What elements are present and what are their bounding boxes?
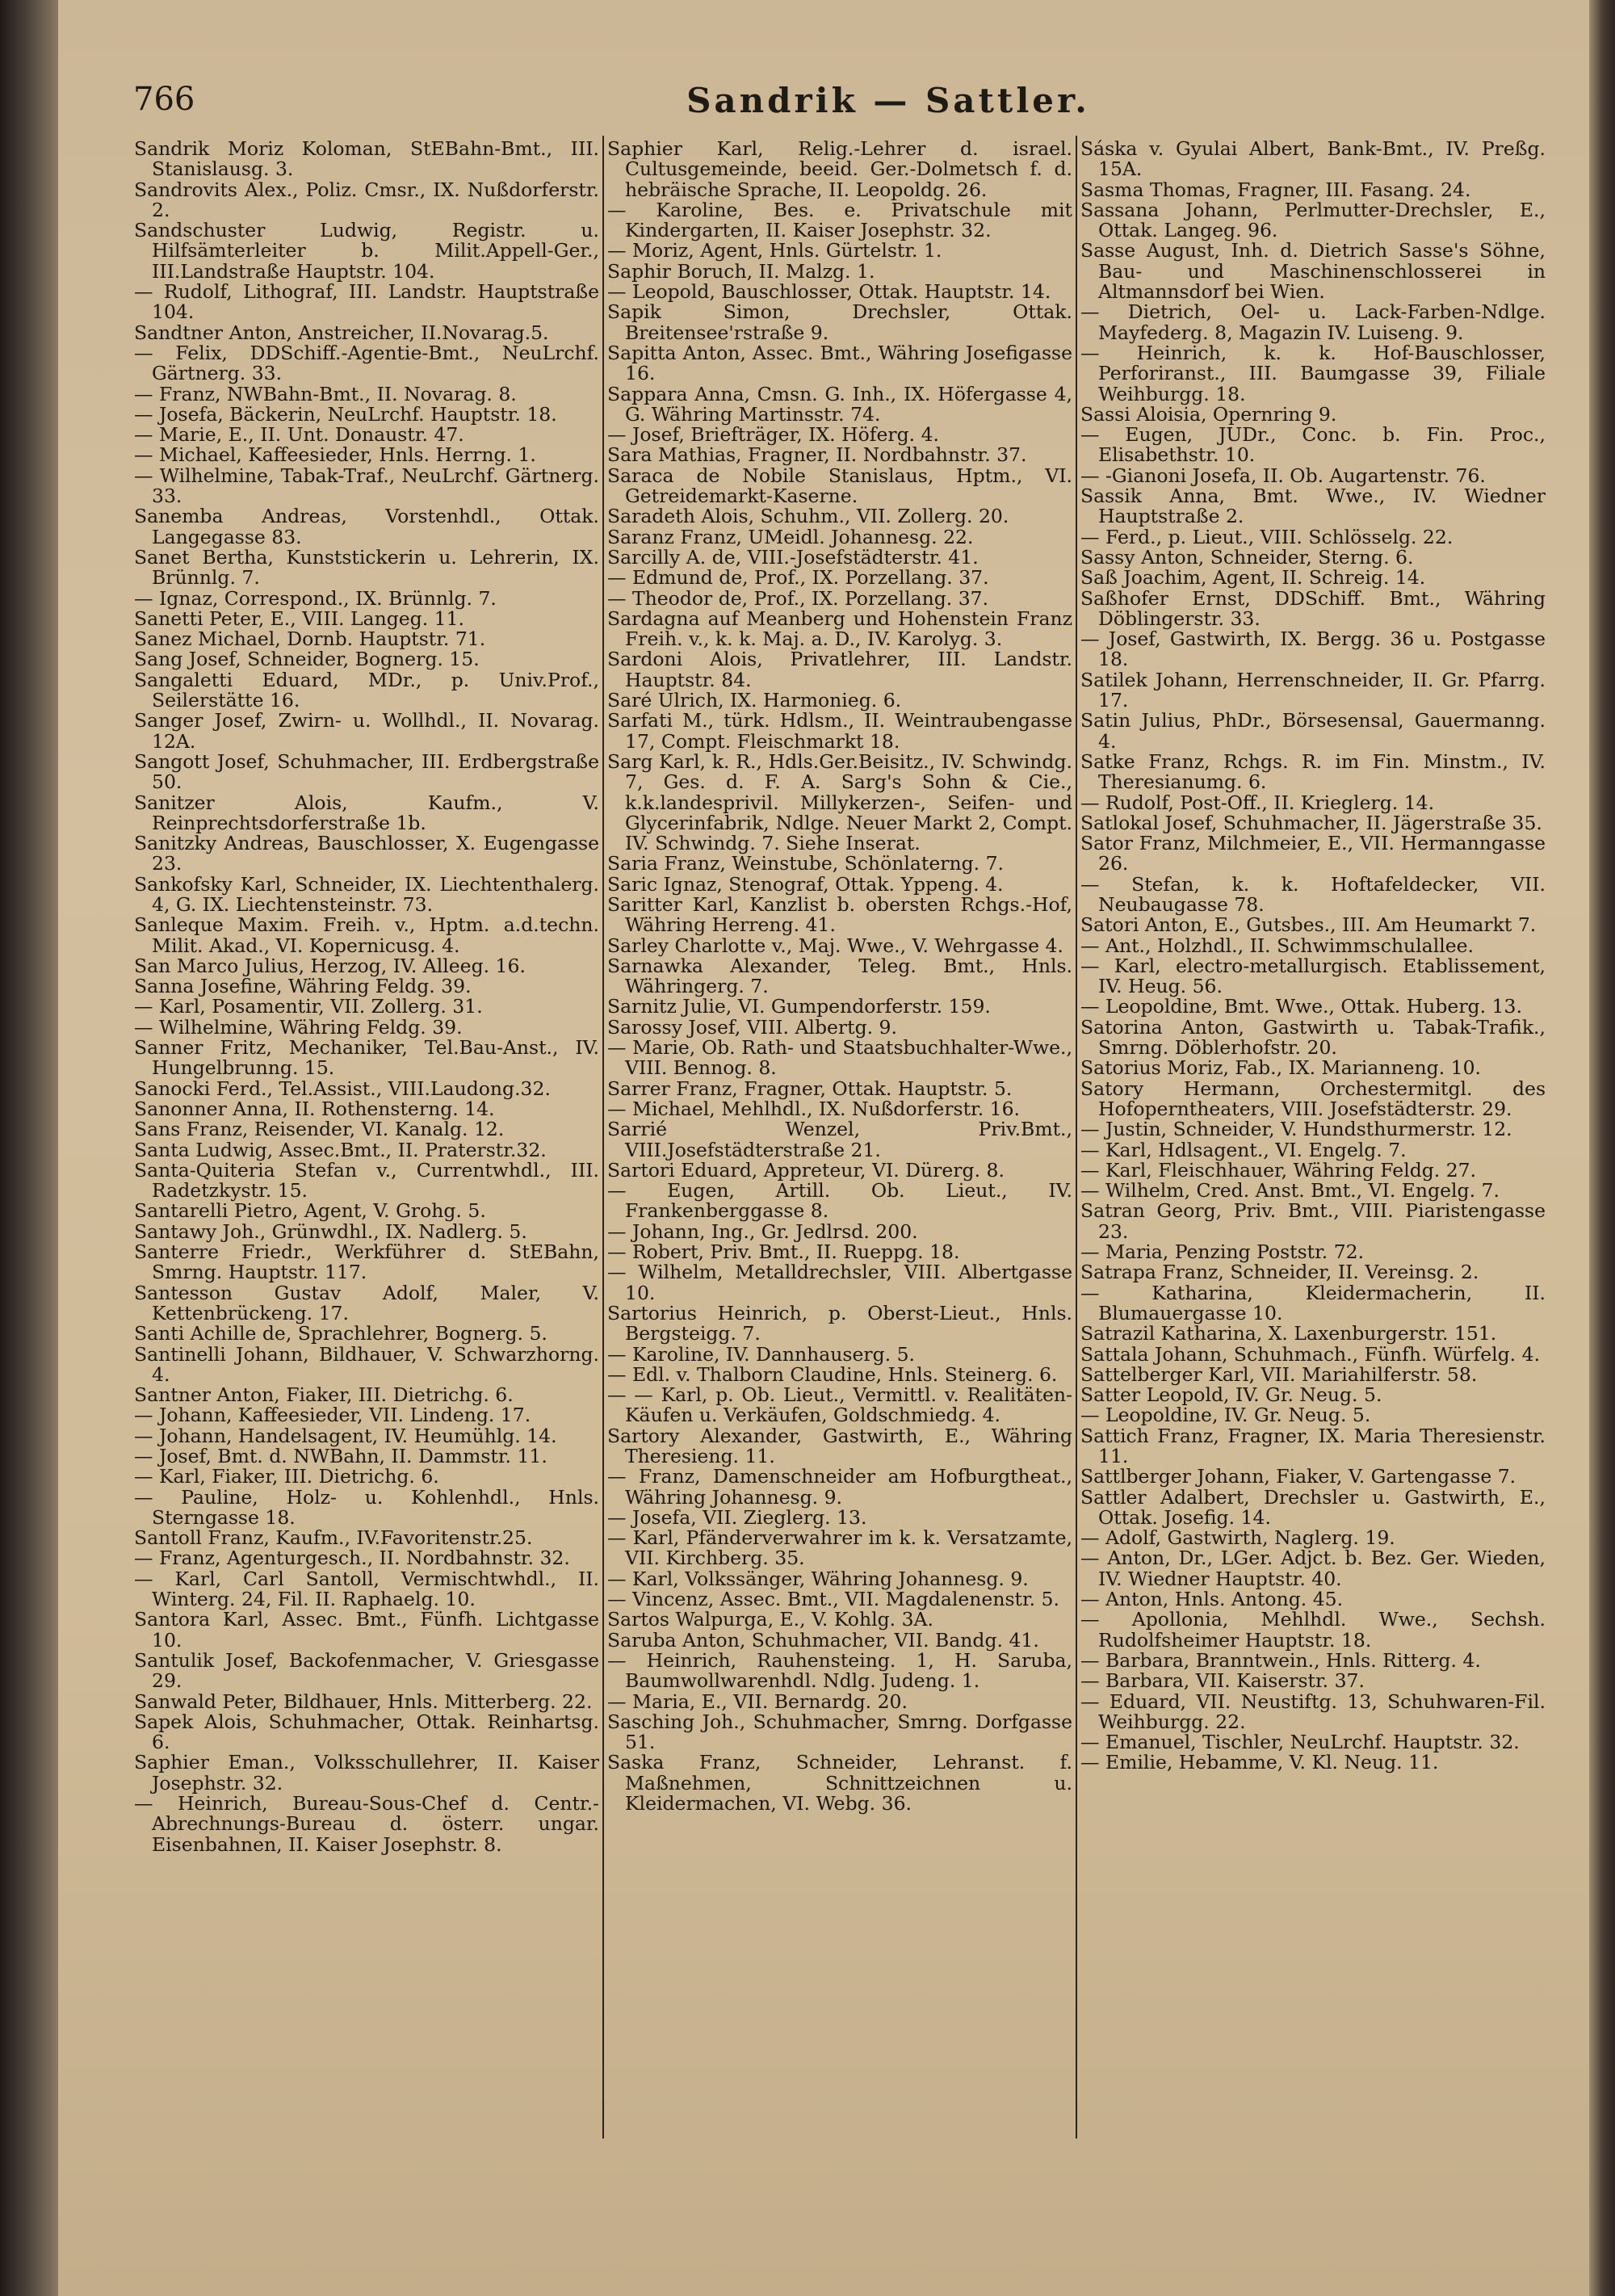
directory-entry: Santner Anton, Fiaker, III. Dietrichg. 6. (134, 1383, 514, 1407)
page-number: 766 (133, 81, 195, 118)
directory-entry: Sasse August, Inh. d. Dietrich Sasse's Söhne, Bau- und Maschinenschlosserei in Altmannsdorf bei Wien. (1080, 239, 1546, 304)
directory-entry: Saska Franz, Schneider, Lehranst. f. Maßnehmen, Schnittzeichnen u. Kleidermachen, VI. Webg. 36. (607, 1751, 1072, 1815)
directory-entry: Sassy Anton, Schneider, Sterng. 6. (1080, 545, 1414, 569)
directory-entry: Santi Achille de, Sprachlehrer, Bognerg. 5. (134, 1322, 547, 1345)
directory-entry: Sanleque Maxim. Freih. v., Hptm. a.d.techn. Milit. Akad., VI. Kopernicusg. 4. (134, 913, 599, 957)
directory-entry: Saphier Eman., Volksschullehrer, II. Kaiser Josephstr. 32. (134, 1751, 599, 1794)
directory-entry: Sanitzer Alois, Kaufm., V. Reinprechtsdorferstraße 1b. (134, 791, 599, 834)
directory-entry: Sankofsky Karl, Schneider, IX. Liechtenthalerg. 4, G. IX. Liechtensteinstr. 73. (134, 872, 599, 916)
directory-entry: — Heinrich, Rauhensteing. 1, H. Saruba, Baumwollwarenhdl. Ndlg. Judeng. 1. (607, 1648, 1072, 1693)
directory-entry: Sattelberger Karl, VII. Mariahilferstr. 58. (1080, 1362, 1478, 1386)
directory-entry: — Karoline, Bes. e. Privatschule mit Kindergarten, II. Kaiser Josephstr. 32. (607, 198, 1072, 242)
directory-entry: — Edmund de, Prof., IX. Porzellang. 37. (607, 566, 989, 590)
directory-entry: Satori Anton, E., Gutsbes., III. Am Heumarkt 7. (1080, 913, 1537, 937)
directory-entry: Satran Georg, Priv. Bmt., VIII. Piaristengasse 23. (1080, 1199, 1546, 1243)
directory-entry: Santerre Friedr., Werkführer d. StEBahn, Smrng. Hauptstr. 117. (134, 1240, 599, 1284)
directory-entry: — Edl. v. Thalborn Claudine, Hnls. Steinerg. 6. (607, 1362, 1058, 1386)
directory-entry: Sanemba Andreas, Vorstenhdl., Ottak. Langegasse 83. (134, 505, 599, 548)
directory-entry: Sanocki Ferd., Tel.Assist., VIII.Laudong.32. (134, 1077, 551, 1100)
directory-entry: — Johann, Handelsagent, IV. Heumühlg. 14. (134, 1424, 557, 1447)
directory-entry: Santora Karl, Assec. Bmt., Fünfh. Lichtgasse 10. (134, 1608, 599, 1652)
directory-entry: Sans Franz, Reisender, VI. Kanalg. 12. (134, 1118, 505, 1141)
directory-entry: Santawy Joh., Grünwdhl., IX. Nadlerg. 5. (134, 1219, 527, 1243)
book-edge (1589, 0, 1615, 2296)
column-divider (1076, 136, 1077, 2139)
directory-entry: Santulik Josef, Backofenmacher, V. Griesgasse 29. (134, 1648, 599, 1693)
directory-entry: — Michael, Kaffeesieder, Hnls. Herrng. 1. (134, 443, 536, 467)
directory-entry: Sangott Josef, Schuhmacher, III. Erdbergstraße 50. (134, 749, 599, 794)
directory-entry: Sanner Fritz, Mechaniker, Tel.Bau-Anst., IV. Hungelbrunng. 15. (134, 1036, 599, 1080)
directory-entry: Sardagna auf Meanberg und Hohenstein Franz Freih. v., k. k. Maj. a. D., IV. Karolyg. 3. (607, 607, 1072, 651)
directory-entry: — Josefa, VII. Zieglerg. 13. (607, 1505, 867, 1529)
directory-entry: Sattler Adalbert, Drechsler u. Gastwirth, E., Ottak. Josefig. 14. (1080, 1485, 1546, 1529)
directory-entry: — Franz, Agenturgesch., II. Nordbahnstr. 32. (134, 1547, 570, 1570)
directory-entry: — Apollonia, Mehlhdl. Wwe., Sechsh. Rudolfsheimer Hauptstr. 18. (1080, 1608, 1546, 1652)
directory-entry: Santesson Gustav Adolf, Maler, V. Kettenbrückeng. 17. (134, 1281, 599, 1324)
directory-entry: — Leopoldine, IV. Gr. Neug. 5. (1080, 1404, 1371, 1427)
directory-entry: Sartori Eduard, Appreteur, VI. Dürerg. 8. (607, 1158, 1005, 1182)
directory-entry: — Rudolf, Post-Off., II. Krieglerg. 14. (1080, 791, 1435, 814)
directory-entry: — Wilhelm, Metalldrechsler, VIII. Albertgasse 10. (607, 1261, 1072, 1304)
directory-entry: Sandrik Moriz Koloman, StEBahn-Bmt., III. Stanislausg. 3. (134, 139, 599, 181)
directory-entry: — Karl, Fiaker, III. Dietrichg. 6. (134, 1465, 439, 1488)
directory-entry: Saritter Karl, Kanzlist b. obersten Rchgs.-Hof, Währing Herreng. 41. (607, 892, 1072, 937)
directory-entry: — Felix, DDSchiff.-Agentie-Bmt., NeuLrchf. Gärtnerg. 33. (134, 341, 599, 385)
directory-entry: — — Karl, p. Ob. Lieut., Vermittl. v. Realitäten-Käufen u. Verkäufen, Goldschmiedg. 4. (607, 1383, 1072, 1427)
directory-entry: Sáska v. Gyulai Albert, Bank-Bmt., IV. Preßg. 15A. (1080, 139, 1546, 181)
directory-entry: Satrazil Katharina, X. Laxenburgerstr. 151. (1080, 1322, 1497, 1345)
directory-entry: Saradeth Alois, Schuhm., VII. Zollerg. 20. (607, 505, 1009, 528)
directory-entry: — Maria, Penzing Poststr. 72. (1080, 1240, 1365, 1264)
directory-entry: Saßhofer Ernst, DDSchiff. Bmt., Währing Döblingerstr. 33. (1080, 586, 1546, 630)
directory-entry: Sartos Walpurga, E., V. Kohlg. 3A. (607, 1608, 933, 1631)
directory-entry: Sanger Josef, Zwirn- u. Wollhdl., II. Novarag. 12A. (134, 709, 599, 753)
directory-entry: — Karl, Posamentir, VII. Zollerg. 31. (134, 995, 483, 1018)
directory-entry: — Dietrich, Oel- u. Lack-Farben-Ndlge. Mayfederg. 8, Magazin IV. Luiseng. 9. (1080, 300, 1546, 344)
directory-entry: — Emilie, Hebamme, V. Kl. Neug. 11. (1080, 1751, 1439, 1774)
directory-entry: — Wilhelmine, Währing Feldg. 39. (134, 1015, 463, 1039)
directory-entry: — Josef, Bmt. d. NWBahn, II. Dammstr. 11. (134, 1445, 547, 1467)
directory-entry: Sattala Johann, Schuhmach., Fünfh. Würfelg. 4. (1080, 1342, 1541, 1366)
directory-entry: Sandschuster Ludwig, Registr. u. Hilfsämterleiter b. Milit.Appell-Ger., III.Landstraße Hauptstr. 104. (134, 219, 599, 283)
directory-entry: Satter Leopold, IV. Gr. Neug. 5. (1080, 1383, 1382, 1407)
directory-entry: Sasching Joh., Schuhmacher, Smrng. Dorfgasse 51. (607, 1710, 1072, 1754)
directory-entry: Saranz Franz, UMeidl. Johannesg. 22. (607, 525, 974, 548)
book-gutter (0, 0, 58, 2296)
directory-entry: Sassik Anna, Bmt. Wwe., IV. Wiedner Hauptstraße 2. (1080, 485, 1546, 528)
directory-entry: — Ignaz, Correspond., IX. Brünnlg. 7. (134, 586, 497, 610)
directory-entry: — Stefan, k. k. Hoftafeldecker, VII. Neubaugasse 78. (1080, 872, 1546, 916)
directory-entry: — Karl, Volkssänger, Währing Johannesg. 9. (607, 1567, 1029, 1590)
directory-entry: Satke Franz, Rchgs. R. im Fin. Minstm., IV. Theresianumg. 6. (1080, 749, 1546, 794)
directory-entry: Sanet Bertha, Kunststickerin u. Lehrerin, IX. Brünnlg. 7. (134, 545, 599, 590)
directory-entry: — Franz, NWBahn-Bmt., II. Novarag. 8. (134, 382, 517, 405)
directory-entry: Saruba Anton, Schuhmacher, VII. Bandg. 41. (607, 1628, 1039, 1652)
directory-column-1 (134, 139, 599, 2142)
directory-entry: Satrapa Franz, Schneider, II. Vereinsg. 2. (1080, 1261, 1479, 1284)
directory-entry: Satory Hermann, Orchestermitgl. des Hofoperntheaters, VIII. Josefstädterstr. 29. (1080, 1077, 1546, 1120)
directory-entry: Satlokal Josef, Schuhmacher, II. Jägerstraße 35. (1080, 811, 1542, 834)
directory-entry: Sarnawka Alexander, Teleg. Bmt., Hnls. Währingerg. 7. (607, 954, 1072, 998)
directory-entry: Sanonner Anna, II. Rothensterng. 14. (134, 1097, 495, 1120)
directory-entry: Sartorius Heinrich, p. Oberst-Lieut., Hnls. Bergsteigg. 7. (607, 1301, 1072, 1345)
directory-entry: — Josef, Gastwirth, IX. Bergg. 36 u. Postgasse 18. (1080, 628, 1546, 671)
directory-entry: Sanetti Peter, E., VIII. Langeg. 11. (134, 607, 465, 630)
directory-entry: — Theodor de, Prof., IX. Porzellang. 37. (607, 586, 989, 610)
directory-entry: Satorina Anton, Gastwirth u. Tabak-Trafik., Smrng. Döblerhofstr. 20. (1080, 1015, 1546, 1060)
directory-entry: — Heinrich, k. k. Hof-Bauschlosser, Perforiranst., III. Baumgasse 39, Filiale Weihburgg. 18. (1080, 341, 1546, 405)
directory-entry: — -Gianoni Josefa, II. Ob. Augartenstr. 76. (1080, 464, 1486, 487)
directory-entry: — Wilhelmine, Tabak-Traf., NeuLrchf. Gärtnerg. 33. (134, 464, 599, 508)
directory-entry: Sangaletti Eduard, MDr., p. Univ.Prof., Seilerstätte 16. (134, 668, 599, 712)
directory-entry: Santoll Franz, Kaufm., IV.Favoritenstr.25. (134, 1526, 533, 1550)
directory-entry: Sapitta Anton, Assec. Bmt., Währing Josefigasse 16. (607, 341, 1072, 385)
directory-entry: — Marie, Ob. Rath- und Staatsbuchhalter-Wwe., VIII. Bennog. 8. (607, 1036, 1072, 1080)
directory-entry: Sarossy Josef, VIII. Albertg. 9. (607, 1015, 897, 1039)
directory-entry: — Anton, Hnls. Antong. 45. (1080, 1588, 1344, 1611)
directory-entry: — Karl, Fleischhauer, Währing Feldg. 27. (1080, 1158, 1477, 1182)
directory-entry: Sanitzky Andreas, Bauschlosser, X. Eugengasse 23. (134, 832, 599, 875)
directory-entry: Sarnitz Julie, VI. Gumpendorferstr. 159. (607, 995, 991, 1018)
directory-entry: Sattich Franz, Fragner, IX. Maria Theresienstr. 11. (1080, 1424, 1546, 1467)
directory-entry: Satin Julius, PhDr., Börsesensal, Gauermanng. 4. (1080, 709, 1546, 753)
directory-entry: Satorius Moriz, Fab., IX. Marianneng. 10. (1080, 1056, 1482, 1080)
directory-entry: Santarelli Pietro, Agent, V. Grohg. 5. (134, 1199, 486, 1223)
directory-entry: Sarrer Franz, Fragner, Ottak. Hauptstr. 5. (607, 1077, 1013, 1100)
directory-entry: Saphier Karl, Relig.-Lehrer d. israel. Cultusgemeinde, beeid. Ger.-Dolmetsch f. d. hebräische Sprache, II. Leopoldg. 26. (607, 139, 1072, 201)
directory-entry: — Josef, Briefträger, IX. Höferg. 4. (607, 423, 939, 447)
directory-entry: Sarcilly A. de, VIII.-Josefstädterstr. 41. (607, 545, 979, 569)
directory-entry: — Vincenz, Assec. Bmt., VII. Magdalenenstr. 5. (607, 1588, 1059, 1611)
directory-entry: — Michael, Mehlhdl., IX. Nußdorferstr. 16. (607, 1097, 1021, 1120)
directory-entry: Sarley Charlotte v., Maj. Wwe., V. Wehrgasse 4. (607, 934, 1063, 957)
directory-entry: Sarg Karl, k. R., Hdls.Ger.Beisitz., IV. Schwindg. 7, Ges. d. F. A. Sarg's Sohn & Cie., k.k.landesprivil. Millykerzen-, Seifen- und Glycerinfabrik, Ndlge. Neuer Markt 2, Compt. IV. Schwindg. 7. Siehe Inserat. (607, 749, 1072, 855)
directory-entry: Santinelli Johann, Bildhauer, V. Schwarzhorng. 4. (134, 1342, 599, 1386)
directory-entry: Saraca de Nobile Stanislaus, Hptm., VI. Getreidemarkt-Kaserne. (607, 464, 1072, 508)
directory-entry: — Josefa, Bäckerin, NeuLrchf. Hauptstr. 18. (134, 402, 557, 426)
directory-entry: — Karl, Carl Santoll, Vermischtwhdl., II. Winterg. 24, Fil. II. Raphaelg. 10. (134, 1567, 599, 1611)
directory-entry: San Marco Julius, Herzog, IV. Alleeg. 16. (134, 954, 526, 977)
directory-entry: Sappara Anna, Cmsn. G. Inh., IX. Höfergasse 4, G. Währing Martinsstr. 74. (607, 382, 1072, 426)
directory-entry: Sassana Johann, Perlmutter-Drechsler, E., Ottak. Langeg. 96. (1080, 198, 1546, 242)
directory-column-3 (1080, 139, 1546, 2142)
directory-entry: — Leopoldine, Bmt. Wwe., Ottak. Huberg. 13. (1080, 995, 1522, 1018)
directory-entry: Saré Ulrich, IX. Harmonieg. 6. (607, 689, 902, 712)
directory-entry: Satilek Johann, Herrenschneider, II. Gr. Pfarrg. 17. (1080, 668, 1546, 712)
directory-entry: Sator Franz, Milchmeier, E., VII. Hermanngasse 26. (1080, 832, 1546, 875)
directory-entry: — Anton, Dr., LGer. Adjct. b. Bez. Ger. Wieden, IV. Wiedner Hauptstr. 40. (1080, 1547, 1546, 1590)
directory-entry: — Rudolf, Lithograf, III. Landstr. Hauptstraße 104. (134, 280, 599, 324)
directory-entry: — Karl, Pfänderverwahrer im k. k. Versatzamte, VII. Kirchberg. 35. (607, 1526, 1072, 1570)
directory-entry: — Barbara, VII. Kaiserstr. 37. (1080, 1669, 1365, 1693)
directory-entry: — Justin, Schneider, V. Hundsthurmerstr. 12. (1080, 1118, 1512, 1141)
directory-entry: Sasma Thomas, Fragner, III. Fasang. 24. (1080, 178, 1471, 201)
directory-entry: Sandrovits Alex., Poliz. Cmsr., IX. Nußdorferstr. 2. (134, 178, 599, 221)
directory-entry: — Heinrich, Bureau-Sous-Chef d. Centr.-Abrechnungs-Bureau d. österr. ungar. Eisenbahnen, II. Kaiser Josephstr. 8. (134, 1792, 599, 1856)
directory-entry: Sandtner Anton, Anstreicher, II.Novarag.5. (134, 321, 549, 344)
directory-entry: Sanna Josefine, Währing Feldg. 39. (134, 975, 472, 998)
directory-entry: Santa Ludwig, Assec.Bmt., II. Praterstr.32. (134, 1138, 547, 1161)
directory-entry: — Eduard, VII. Neustiftg. 13, Schuhwaren-Fil. Weihburgg. 22. (1080, 1689, 1546, 1733)
directory-entry: — Robert, Priv. Bmt., II. Rueppg. 18. (607, 1240, 960, 1264)
directory-entry: Saphir Boruch, II. Malzg. 1. (607, 259, 875, 283)
directory-entry: Sanwald Peter, Bildhauer, Hnls. Mitterberg. 22. (134, 1689, 593, 1713)
directory-entry: — Moriz, Agent, Hnls. Gürtelstr. 1. (607, 239, 942, 262)
directory-entry: Sapik Simon, Drechsler, Ottak. Breitensee'rstraße 9. (607, 300, 1072, 344)
directory-entry: — Karl, electro-metallurgisch. Etablissement, IV. Heug. 56. (1080, 954, 1546, 998)
directory-entry: Saria Franz, Weinstube, Schönlaterng. 7. (607, 852, 1004, 875)
directory-entry: — Emanuel, Tischler, NeuLrchf. Hauptstr. 32. (1080, 1731, 1520, 1754)
directory-entry: — Eugen, JUDr., Conc. b. Fin. Proc., Elisabethstr. 10. (1080, 423, 1546, 467)
directory-entry: — Leopold, Bauschlosser, Ottak. Hauptstr. 14. (607, 280, 1051, 304)
directory-entry: — Pauline, Holz- u. Kohlenhdl., Hnls. Sterngasse 18. (134, 1485, 599, 1529)
directory-entry: Santa-Quiteria Stefan v., Currentwhdl., III. Radetzkystr. 15. (134, 1158, 599, 1203)
directory-entry: — Karoline, IV. Dannhauserg. 5. (607, 1342, 916, 1366)
directory-entry: Saß Joachim, Agent, II. Schreig. 14. (1080, 566, 1426, 590)
directory-entry: — Eugen, Artill. Ob. Lieut., IV. Frankenberggasse 8. (607, 1179, 1072, 1223)
directory-column-2 (607, 139, 1072, 2142)
directory-entry: Sanez Michael, Dornb. Hauptstr. 71. (134, 628, 486, 651)
directory-entry: Sang Josef, Schneider, Bognerg. 15. (134, 648, 480, 671)
directory-entry: — Marie, E., II. Unt. Donaustr. 47. (134, 423, 464, 447)
directory-entry: — Katharina, Kleidermacherin, II. Blumauergasse 10. (1080, 1281, 1546, 1324)
directory-entry: — Franz, Damenschneider am Hofburgtheat., Währing Johannesg. 9. (607, 1465, 1072, 1509)
directory-entry: Sattlberger Johann, Fiaker, V. Gartengasse 7. (1080, 1465, 1516, 1488)
directory-entry: — Wilhelm, Cred. Anst. Bmt., VI. Engelg. 7. (1080, 1179, 1500, 1203)
directory-entry: — Barbara, Branntwein., Hnls. Ritterg. 4. (1080, 1648, 1481, 1672)
directory-entry: — Johann, Kaffeesieder, VII. Lindeng. 17. (134, 1404, 531, 1427)
column-divider (602, 136, 604, 2139)
directory-entry: — Maria, E., VII. Bernardg. 20. (607, 1689, 908, 1713)
directory-entry: — Ferd., p. Lieut., VIII. Schlösselg. 22. (1080, 525, 1454, 548)
directory-entry: — Adolf, Gastwirth, Naglerg. 19. (1080, 1526, 1395, 1550)
directory-entry: Saric Ignaz, Stenograf, Ottak. Yppeng. 4. (607, 872, 1004, 896)
directory-entry: Sapek Alois, Schuhmacher, Ottak. Reinhartsg. 6. (134, 1710, 599, 1754)
directory-entry: Sassi Aloisia, Opernring 9. (1080, 402, 1337, 426)
directory-entry: Sara Mathias, Fragner, II. Nordbahnstr. 37. (607, 443, 1027, 467)
directory-entry: Sarrié Wenzel, Priv.Bmt., VIII.Josefstädterstraße 21. (607, 1118, 1072, 1161)
directory-entry: — Ant., Holzhdl., II. Schwimmschulallee. (1080, 934, 1474, 957)
running-head: Sandrik — Sattler. (686, 81, 1090, 120)
directory-entry: — Johann, Ing., Gr. Jedlrsd. 200. (607, 1219, 918, 1243)
directory-entry: — Karl, Hdlsagent., VI. Engelg. 7. (1080, 1138, 1407, 1161)
directory-entry: Sarfati M., türk. Hdlsm., II. Weintraubengasse 17, Compt. Fleischmarkt 18. (607, 709, 1072, 753)
directory-entry: Sardoni Alois, Privatlehrer, III. Landstr. Hauptstr. 84. (607, 648, 1072, 691)
directory-entry: Sartory Alexander, Gastwirth, E., Währing Theresieng. 11. (607, 1424, 1072, 1467)
